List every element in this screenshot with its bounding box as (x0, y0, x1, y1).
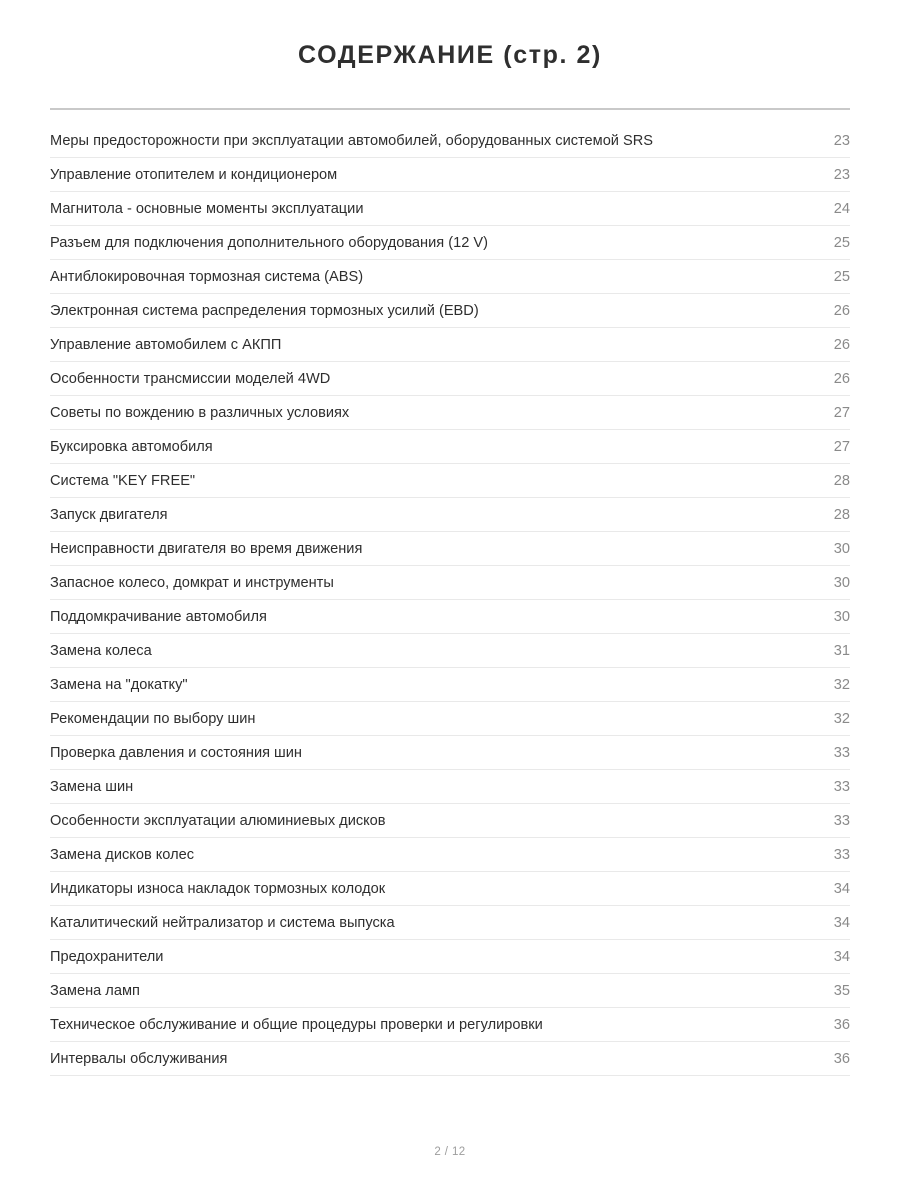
toc-entry[interactable] (50, 668, 850, 702)
toc-entry[interactable] (50, 906, 850, 940)
toc-entry-page-number: 30 (833, 609, 850, 626)
title-divider (50, 108, 850, 110)
toc-entry-page-number: 26 (833, 303, 850, 320)
toc-entry-page-number: 23 (833, 133, 850, 150)
toc-entry-title: Неисправности двигателя во время движения (50, 541, 363, 558)
toc-entry-title: Управление отопителем и кондиционером (50, 167, 338, 184)
toc-entry[interactable] (50, 498, 850, 532)
toc-entry-page-number: 34 (833, 949, 850, 966)
toc-entry-title: Магнитола - основные моменты эксплуатации (50, 201, 364, 218)
toc-entry-page-number: 26 (833, 337, 850, 354)
toc-entry-page-number: 32 (833, 711, 850, 728)
toc-entry-page-number: 36 (833, 1017, 850, 1034)
toc-entry[interactable] (50, 192, 850, 226)
toc-entry-title: Особенности трансмиссии моделей 4WD (50, 371, 331, 388)
toc-entry[interactable] (50, 804, 850, 838)
toc-entry-title: Замена шин (50, 779, 134, 796)
toc-entry[interactable] (50, 600, 850, 634)
toc-entry-page-number: 26 (833, 371, 850, 388)
toc-entry-title: Разъем для подключения дополнительного оборудования (12 V) (50, 235, 488, 252)
table-of-contents (50, 124, 850, 1076)
toc-entry-title: Запасное колесо, домкрат и инструменты (50, 575, 334, 592)
toc-entry[interactable] (50, 124, 850, 158)
toc-entry-title: Интервалы обслуживания (50, 1051, 228, 1068)
toc-entry[interactable] (50, 260, 850, 294)
toc-entry[interactable] (50, 464, 850, 498)
toc-entry[interactable] (50, 566, 850, 600)
toc-entry[interactable] (50, 702, 850, 736)
toc-entry-title: Индикаторы износа накладок тормозных колодок (50, 881, 386, 898)
toc-entry-page-number: 28 (833, 473, 850, 490)
toc-entry-title: Особенности эксплуатации алюминиевых дисков (50, 813, 386, 830)
toc-entry-title: Проверка давления и состояния шин (50, 745, 302, 762)
toc-entry[interactable] (50, 1008, 850, 1042)
toc-entry[interactable] (50, 328, 850, 362)
toc-entry[interactable] (50, 430, 850, 464)
toc-entry[interactable] (50, 294, 850, 328)
toc-entry[interactable] (50, 362, 850, 396)
toc-entry-title: Меры предосторожности при эксплуатации автомобилей, оборудованных системой SRS (50, 133, 654, 150)
toc-entry-page-number: 33 (833, 779, 850, 796)
toc-entry-page-number: 23 (833, 167, 850, 184)
toc-entry-page-number: 25 (833, 235, 850, 252)
toc-entry-page-number: 32 (833, 677, 850, 694)
toc-entry-page-number: 24 (833, 201, 850, 218)
toc-entry[interactable] (50, 940, 850, 974)
toc-entry-page-number: 31 (833, 643, 850, 660)
toc-entry-page-number: 33 (833, 813, 850, 830)
toc-entry-page-number: 34 (833, 881, 850, 898)
toc-entry[interactable] (50, 770, 850, 804)
toc-entry-title: Запуск двигателя (50, 507, 168, 524)
toc-entry-page-number: 25 (833, 269, 850, 286)
page-title: СОДЕРЖАНИЕ (стр. 2) (298, 41, 602, 69)
toc-entry-title: Замена на "докатку" (50, 677, 188, 694)
toc-entry-page-number: 30 (833, 541, 850, 558)
toc-entry[interactable] (50, 838, 850, 872)
toc-entry-title: Электронная система распределения тормозных усилий (EBD) (50, 303, 479, 320)
toc-entry-title: Управление автомобилем с АКПП (50, 337, 282, 354)
toc-entry-title: Предохранители (50, 949, 164, 966)
toc-entry-title: Рекомендации по выбору шин (50, 711, 256, 728)
toc-entry[interactable] (50, 736, 850, 770)
toc-entry-title: Замена дисков колес (50, 847, 195, 864)
toc-entry-page-number: 35 (833, 983, 850, 1000)
toc-entry-title: Советы по вождению в различных условиях (50, 405, 350, 422)
toc-entry-title: Антиблокировочная тормозная система (ABS) (50, 269, 364, 286)
toc-entry-page-number: 27 (833, 439, 850, 456)
toc-entry-page-number: 36 (833, 1051, 850, 1068)
toc-entry-page-number: 34 (833, 915, 850, 932)
toc-entry[interactable] (50, 396, 850, 430)
toc-entry-title: Поддомкрачивание автомобиля (50, 609, 267, 626)
toc-entry[interactable] (50, 158, 850, 192)
toc-entry[interactable] (50, 634, 850, 668)
toc-entry-title: Замена колеса (50, 643, 152, 660)
toc-entry[interactable] (50, 226, 850, 260)
toc-entry-title: Техническое обслуживание и общие процедуры проверки и регулировки (50, 1017, 543, 1034)
page-footer-pagination: 2 / 12 (434, 1146, 466, 1158)
toc-entry-page-number: 33 (833, 847, 850, 864)
toc-entry[interactable] (50, 872, 850, 906)
toc-entry-page-number: 28 (833, 507, 850, 524)
toc-entry-page-number: 30 (833, 575, 850, 592)
toc-entry[interactable] (50, 532, 850, 566)
toc-entry-title: Замена ламп (50, 983, 140, 1000)
toc-entry-page-number: 27 (833, 405, 850, 422)
toc-entry-title: Буксировка автомобиля (50, 439, 213, 456)
toc-entry-page-number: 33 (833, 745, 850, 762)
toc-entry[interactable] (50, 974, 850, 1008)
toc-entry-title: Система "KEY FREE" (50, 473, 196, 490)
toc-entry-title: Каталитический нейтрализатор и система выпуска (50, 915, 395, 932)
toc-entry[interactable] (50, 1042, 850, 1076)
